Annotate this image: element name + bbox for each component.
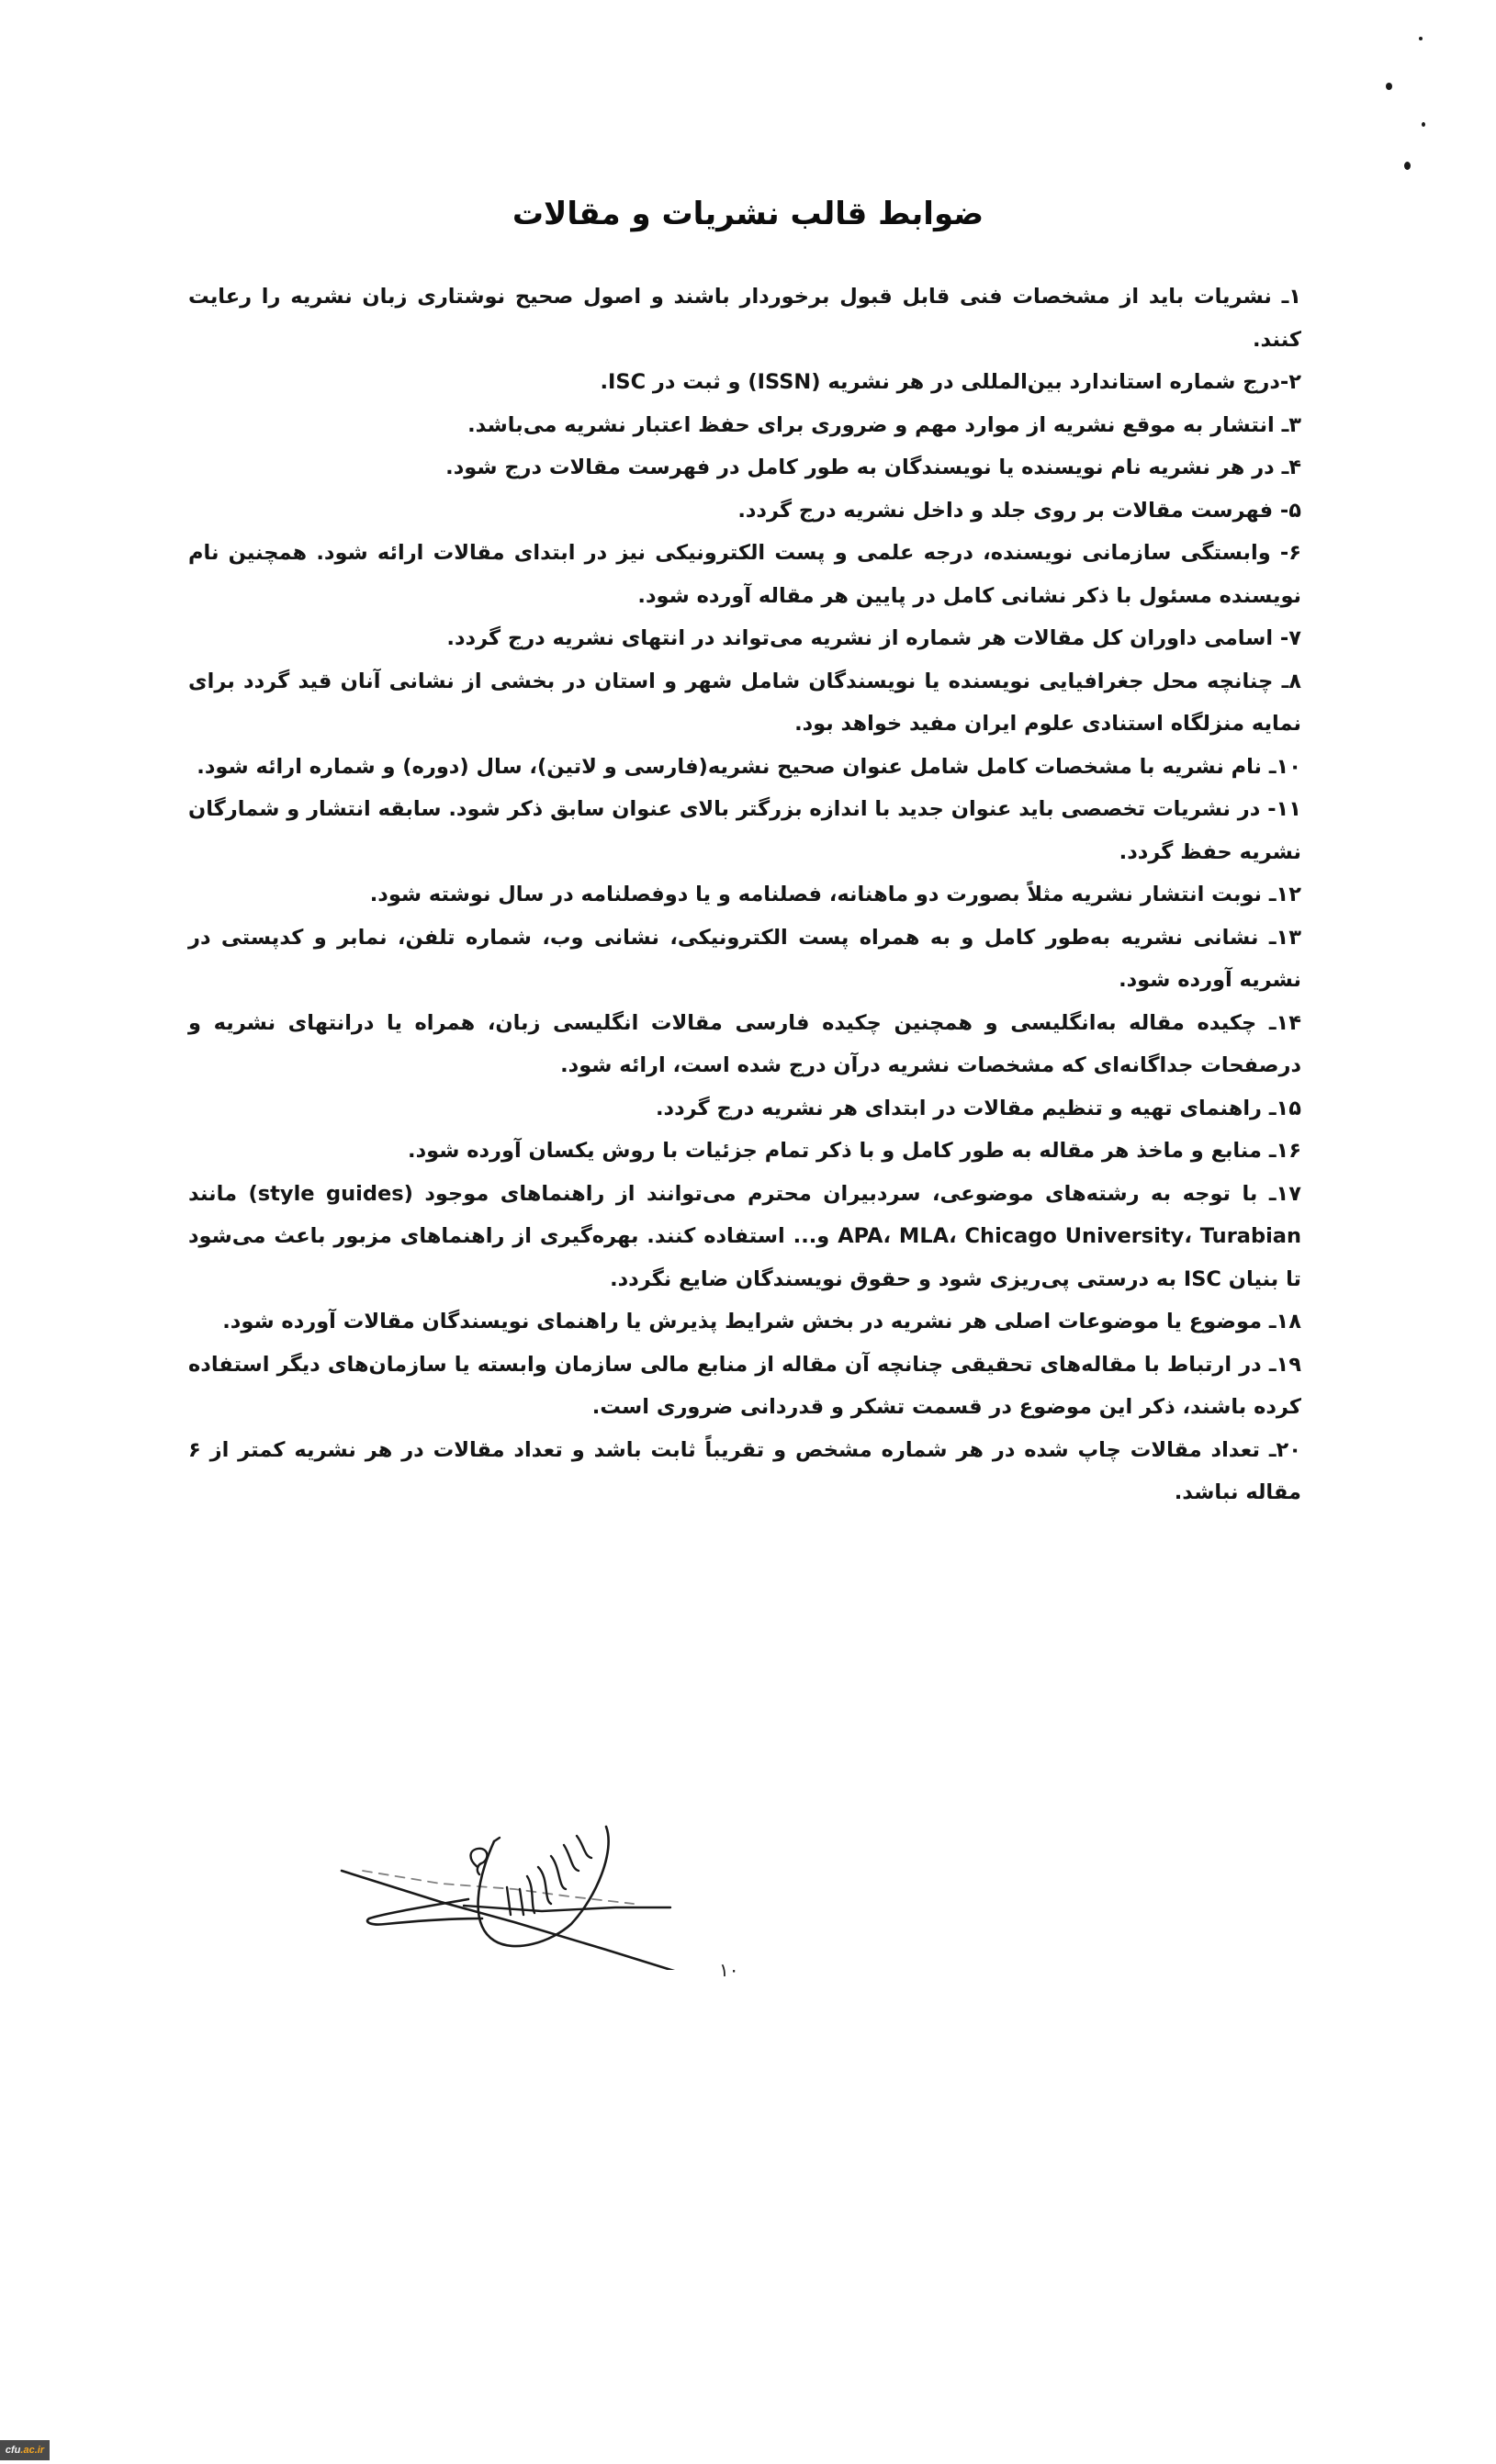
rule-separator: ـ [1262,1139,1277,1163]
rule-separator: ـ [1274,412,1289,437]
rule-separator: ـ [1273,669,1289,693]
rule-item [188,1429,1301,1514]
rule-item [188,361,1301,404]
rule-number: ۱ [1288,285,1301,309]
rule-item [188,1002,1301,1087]
rule-separator: ـ [1259,1437,1277,1462]
rule-text: فهرست مقالات بر روی جلد و داخل نشریه درج گردد. [737,498,1274,523]
rule-separator: ـ [1262,883,1277,906]
rule-text: موضوع یا موضوعات اصلی هر نشریه در بخش شرایط پذیرش یا راهنمای نویسندگان مقالات آورده شود. [222,1310,1262,1333]
rule-number: ۱۹ [1276,1352,1302,1377]
signature-icon [331,1823,716,1970]
rule-number: ۱۴ [1276,1010,1301,1035]
rule-separator: ـ [1262,754,1277,779]
scan-speck [1422,122,1425,127]
rule-item [188,489,1301,533]
rule-separator: ـ [1256,1010,1277,1035]
rule-separator: - [1270,541,1289,565]
rule-text: نشانی نشریه به‌طور کامل و به همراه پست الکترونیکی، نشانی وب، شماره تلفن، نمابر و کدپستی در نشریه آورده شود. [188,925,1301,992]
rule-number: ۶ [1288,541,1301,565]
rule-separator: ـ [1262,1096,1277,1120]
rule-item [188,746,1301,789]
rule-separator: - [1273,626,1289,650]
rule-separator: - [1279,370,1289,394]
watermark-text-primary: cfu [5,2444,21,2456]
rule-text: چنانچه محل جغرافیایی نویسنده یا نویسندگان شامل شهر و استان در بخشی از نشانی آنان قید گردد برای نمایه منزلگاه استنادی علوم ایران مفید خواهد بود. [188,669,1301,736]
rule-text: با توجه به رشته‌های موضوعی، سردبیران محترم می‌توانند از راهنماهای موجود (style guides) مانند APA، MLA، Chicago University، Turabian و... استفاده کنند. بهره‌گیری از راهنماهای مزبور باعث می‌شود تا بنیان ISC به درستی پی‌ریزی شود و حقوق نویسندگان ضایع نگردد. [188,1181,1301,1291]
rule-item [188,660,1301,746]
rule-text: نام نشریه با مشخصات کامل شامل عنوان صحیح نشریه(فارسی و لاتین)، سال (دوره) و شماره ارائه شود. [197,754,1262,779]
rule-number: ۲ [1288,370,1301,394]
rule-text: اسامی داوران کل مقالات هر شماره از نشریه می‌تواند در انتهای نشریه درج گردد. [446,626,1274,650]
rule-item [188,1087,1301,1131]
rule-text: در هر نشریه نام نویسنده یا نویسندگان به طور کامل در فهرست مقالات درج شود. [445,456,1275,479]
rules-list [188,276,1301,1514]
rule-number: ۱۳ [1276,925,1301,950]
rule-item [188,532,1301,617]
rule-item [188,276,1301,361]
rule-number: ۲۰ [1276,1437,1301,1462]
rule-separator: ـ [1274,456,1289,479]
rule-number: ۱۶ [1276,1139,1301,1163]
page-number: ۱۰ [719,1959,739,1981]
scan-speck [1419,37,1423,40]
scan-speck [1404,162,1411,170]
site-watermark[interactable] [0,2440,50,2460]
rule-text: تعداد مقالات چاپ شده در هر شماره مشخص و تقریباً ثابت باشد و تعداد مقالات در هر نشریه کمتر از ۶ مقاله نباشد. [188,1437,1301,1504]
rule-item [188,1130,1301,1173]
rule-text: چکیده مقاله به‌انگلیسی و همچنین چکیده فارسی مقالات انگلیسی زبان، همراه یا درانتهای نشریه و درصفحات جداگانه‌ای که مشخصات نشریه درآن درج شده است، ارائه شود. [188,1010,1301,1077]
rule-number: ۷ [1288,626,1301,650]
rule-item [188,617,1301,660]
rule-separator: ـ [1271,285,1289,309]
rule-text: درج شماره استاندارد بین‌المللی در هر نشریه (ISSN) و ثبت در ISC. [600,370,1280,394]
rule-number: ۱۸ [1276,1310,1301,1333]
rule-number: ۱۲ [1276,883,1301,906]
rule-item [188,446,1301,489]
rule-separator: ـ [1262,1310,1277,1333]
rule-separator: - [1273,498,1289,523]
rule-item [188,1344,1301,1429]
rule-text: در نشریات تخصصی باید عنوان جدید با اندازه بزرگتر بالای عنوان سابق ذکر شود. سابقه انتشار و شمارگان نشریه حفظ گردد. [188,797,1301,864]
rule-number: ۱۰ [1276,754,1301,779]
rule-text: منابع و ماخذ هر مقاله به طور کامل و با ذکر تمام جزئیات با روش یکسان آورده شود. [408,1139,1262,1163]
rule-separator: - [1260,797,1277,821]
rule-item [188,788,1301,873]
watermark-text-domain: .ac.ir [20,2444,45,2456]
rule-separator: ـ [1258,925,1277,950]
rule-text: راهنمای تهیه و تنظیم مقالات در ابتدای هر نشریه درج گردد. [655,1096,1262,1120]
rule-number: ۸ [1288,669,1302,693]
document-title: ضوابط قالب نشریات و مقالات [512,195,984,232]
rule-number: ۳ [1288,412,1301,437]
rule-item [188,1173,1301,1301]
rule-item [188,917,1301,1002]
rule-text: وابستگی سازمانی نویسنده، درجه علمی و پست الکترونیکی نیز در ابتدای مقالات ارائه شود. همچنین نام نویسنده مسئول با ذکر نشانی کامل در پایین هر مقاله آورده شود. [188,541,1301,608]
rule-separator: ـ [1261,1352,1277,1377]
rule-number: ۱۱ [1276,797,1302,821]
rule-text: انتشار به موقع نشریه از موارد مهم و ضروری برای حفظ اعتبار نشریه می‌باشد. [467,412,1275,437]
rule-text: نوبت انتشار نشریه مثلاً بصورت دو ماهنانه، فصلنامه و یا دوفصلنامه در سال نوشته شود. [369,883,1262,906]
rule-number: ۱۷ [1276,1181,1301,1206]
rule-number: ۵ [1288,498,1301,523]
rule-item [188,1300,1301,1344]
rule-text: در ارتباط با مقاله‌های تحقیقی چنانچه آن مقاله از منابع مالی سازمان وابسته یا سازمان‌های دیگر استفاده کرده باشند، ذکر این موضوع در قسمت تشکر و قدردانی ضروری است. [188,1352,1301,1419]
rule-item [188,404,1301,447]
rule-separator: ـ [1257,1181,1277,1206]
rule-number: ۱۵ [1276,1096,1301,1120]
rule-item [188,873,1301,917]
rule-text: نشریات باید از مشخصات فنی قابل قبول برخوردار باشند و اصول صحیح نوشتاری زبان نشریه را رعایت کنند. [188,285,1301,352]
scan-speck [1386,83,1392,90]
rule-number: ۴ [1288,456,1301,479]
